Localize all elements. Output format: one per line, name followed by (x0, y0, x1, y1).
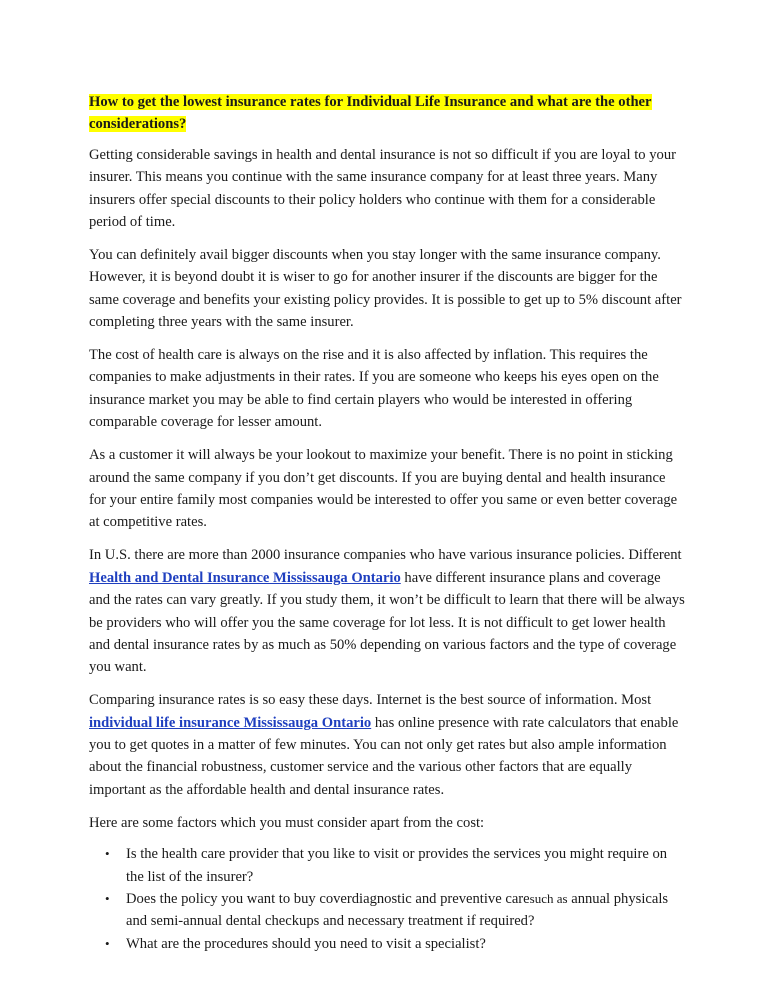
link-health-dental-insurance[interactable]: Health and Dental Insurance Mississauga Ontario (89, 569, 401, 586)
factor-policy-text-2: annual physicals and semi-annual dental checkups and necessary treatment if required? (126, 891, 669, 930)
bullet-icon: • (105, 846, 110, 862)
paragraph-loyalty: Getting considerable savings in health and dental insurance is not so difficult if you are loyal to your insurer. This means you continue with the same insurance company for at least three years. Many insurers offer special discounts to their policy holders who continue with them for a considerable period of time. (89, 146, 676, 231)
list-item (105, 888, 685, 933)
list-item (105, 843, 685, 888)
factors-list (89, 843, 685, 955)
factor-policy-text-1: Does the policy you want to buy coverdiagnostic and preventive care (126, 891, 530, 907)
bullet-icon: • (105, 891, 110, 906)
paragraph-us-companies (89, 544, 685, 678)
paragraph-factors-intro: Here are some factors which you must consider apart from the cost: (89, 814, 485, 831)
paragraph-cost-rise: The cost of health care is always on the rise and it is also affected by inflation. This requires the companies to make adjustments in their rates. If you are someone who keeps his eyes open on the insurance market you may be able to find certain players who would be interested in offering comparable coverage for lesser amount. (89, 347, 659, 431)
paragraph-discounts: You can definitely avail bigger discounts when you stay longer with the same insurance company. However, it is beyond doubt it is wiser to go for another insurer if the discounts are bigger for the same coverage and benefits your existing policy provides. It is possible to get up to 5% discount after completing three years with the same insurer. (89, 246, 682, 331)
paragraph-us-companies-text-2: have different insurance plans and coverage and the rates can vary greatly. If you study them, it won’t be difficult to learn that there will be always be providers who will offer you the same coverage for lot less. It is not difficult to get lower health and dental insurance rates by as much as 50% depending on various factors and the type of coverage you want. (89, 569, 685, 676)
paragraph-comparing-rates-text-2: has online presence with rate calculators that enable you to get quotes in a matter of few minutes. You can not only get rates but also ample information about the financial robustness, customer service and the various other factors that are equally important as the affordable health and dental insurance rates. (89, 714, 679, 798)
document-title (89, 91, 685, 136)
factor-specialist-text: What are the procedures should you need to visit a specialist? (126, 935, 486, 952)
paragraph-us-companies-text-1: In U.S. there are more than 2000 insurance companies who have various insurance policies. Different (89, 547, 682, 564)
factor-provider-text: Is the health care provider that you like to visit or provides the services you might require on the list of the insurer? (126, 846, 668, 885)
list-item (105, 933, 685, 955)
paragraph-comparing-rates-text-1: Comparing insurance rates is so easy these days. Internet is the best source of information. Most (89, 692, 652, 709)
paragraph-comparing-rates (89, 689, 685, 801)
paragraph-customer-benefit: As a customer it will always be your lookout to maximize your benefit. There is no point in sticking around the same company if you don’t get discounts. If you are buying dental and health insurance for your entire family most companies would be interested to offer you same or even better coverage at competitive rates. (89, 447, 678, 531)
document-page (89, 91, 685, 955)
title-highlight: How to get the lowest insurance rates for Individual Life Insurance and what are the other considerations? (89, 94, 652, 133)
bullet-icon: • (105, 935, 110, 951)
link-individual-life-insurance[interactable]: individual life insurance Mississauga Ontario (89, 714, 372, 731)
factor-policy-text-small: such as (529, 891, 568, 906)
